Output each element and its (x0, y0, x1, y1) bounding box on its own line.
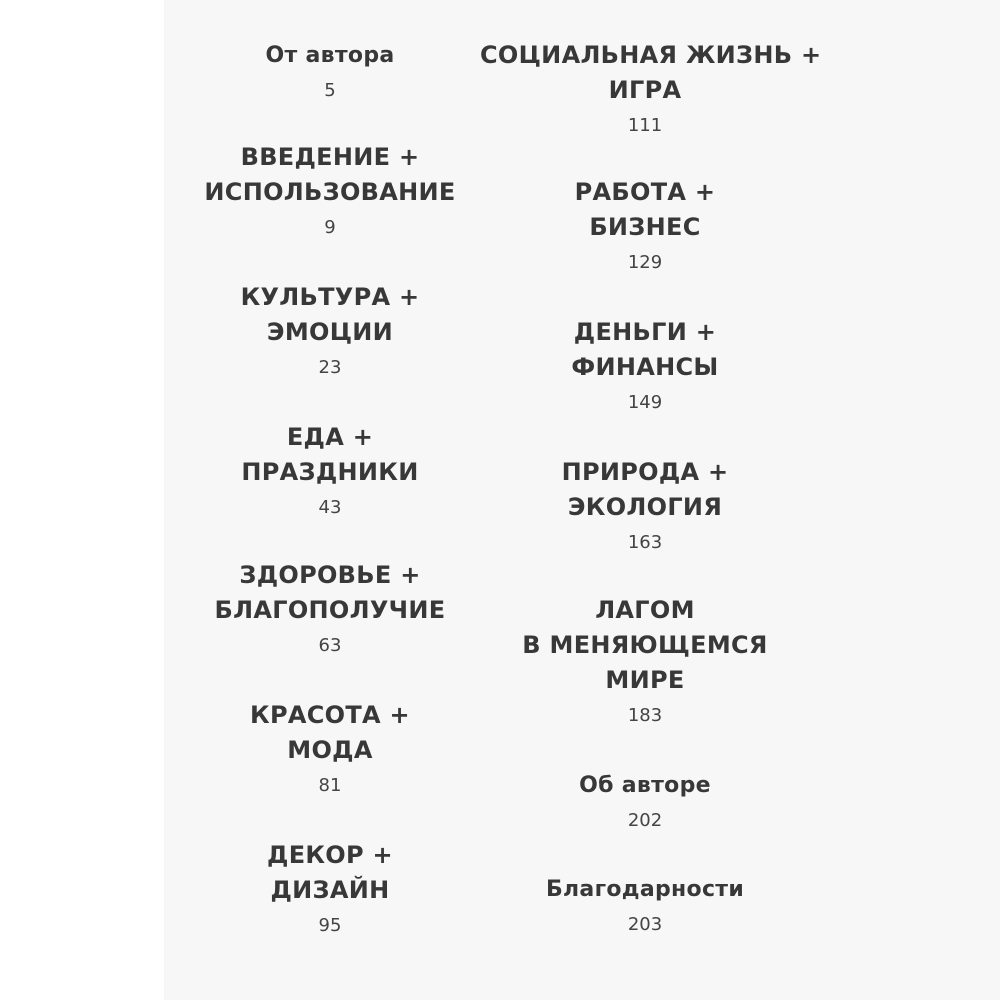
toc-entry-title-line: В МЕНЯЮЩЕМСЯ (522, 631, 768, 659)
toc-entry-title-line: СОЦИАЛЬНАЯ ЖИЗНЬ + (480, 41, 822, 69)
toc-entry-title-line: МОДА (287, 736, 373, 764)
toc-entry-title-line: ДЕКОР + (267, 841, 393, 869)
toc-entry-title-line: РАБОТА + (574, 178, 716, 206)
toc-entry-page: 43 (318, 497, 342, 518)
toc-entry-page: 163 (627, 532, 663, 553)
toc-entry-page: 5 (324, 80, 336, 101)
toc-entry-beauty[interactable] (180, 698, 480, 800)
toc-entry-title-line: ВВЕДЕНИЕ + (240, 143, 420, 171)
toc-entry-title-line: БЛАГОПОЛУЧИЕ (214, 596, 446, 624)
toc-entry-page: 81 (318, 775, 342, 796)
toc-entry-decor[interactable] (180, 838, 480, 940)
toc-entry-title-line: ЛАГОМ (595, 596, 695, 624)
toc-entry-title: Об авторе (579, 773, 711, 798)
toc-entry-page: 23 (318, 357, 342, 378)
toc-entry-page: 95 (318, 915, 342, 936)
toc-entry-title-line: ЗДОРОВЬЕ + (239, 561, 421, 589)
toc-entry-about-author[interactable] (480, 768, 810, 835)
toc-entry-title-line: ИГРА (608, 76, 682, 104)
toc-entry-title: От автора (265, 43, 395, 68)
toc-entry-page: 63 (318, 635, 342, 656)
toc-entry-title-line: ЭКОЛОГИЯ (567, 493, 723, 521)
toc-entry-title-line: КУЛЬТУРА + (240, 283, 420, 311)
toc-entry-page: 202 (627, 810, 663, 831)
toc-entry-page: 111 (627, 115, 663, 136)
toc-entry-title-line: ДЕНЬГИ + (573, 318, 717, 346)
toc-entry-title-line: ЕДА + (286, 423, 374, 451)
toc-entry-title-line: ИСПОЛЬЗОВАНИЕ (204, 178, 456, 206)
toc-entry-acknowledgements[interactable] (480, 872, 810, 939)
toc-left-column (180, 0, 480, 1000)
toc-entry-culture[interactable] (180, 280, 480, 382)
toc-entry-title-line: БИЗНЕС (589, 213, 701, 241)
toc-entry-health[interactable] (180, 558, 480, 660)
toc-entry-page: 9 (324, 217, 336, 238)
toc-entry-social-life[interactable] (480, 38, 822, 140)
toc-entry-title-line: ПРАЗДНИКИ (241, 458, 419, 486)
toc-entry-title-line: МИРЕ (605, 666, 685, 694)
toc-entry-nature[interactable] (480, 455, 810, 557)
toc-entry-title: Благодарности (545, 877, 745, 902)
toc-entry-page: 129 (627, 252, 663, 273)
toc-entry-money[interactable] (480, 315, 810, 417)
toc-entry-title-line: КРАСОТА + (250, 701, 410, 729)
toc-entry-page: 203 (627, 914, 663, 935)
toc-entry-title-line: ФИНАНСЫ (571, 353, 719, 381)
toc-entry-title-line: ДИЗАЙН (270, 876, 390, 904)
toc-entry-title-line: ЭМОЦИИ (266, 318, 394, 346)
toc-right-column (480, 0, 822, 1000)
toc-entry-page: 149 (627, 392, 663, 413)
toc-entry-title-line: ПРИРОДА + (561, 458, 729, 486)
toc-entry-page: 183 (627, 705, 663, 726)
toc-entry-introduction[interactable] (180, 140, 480, 242)
toc-entry-food[interactable] (180, 420, 480, 522)
toc-entry-from-author[interactable] (180, 38, 480, 105)
toc-entry-work[interactable] (480, 175, 810, 277)
toc-entry-lagom[interactable] (480, 593, 810, 730)
